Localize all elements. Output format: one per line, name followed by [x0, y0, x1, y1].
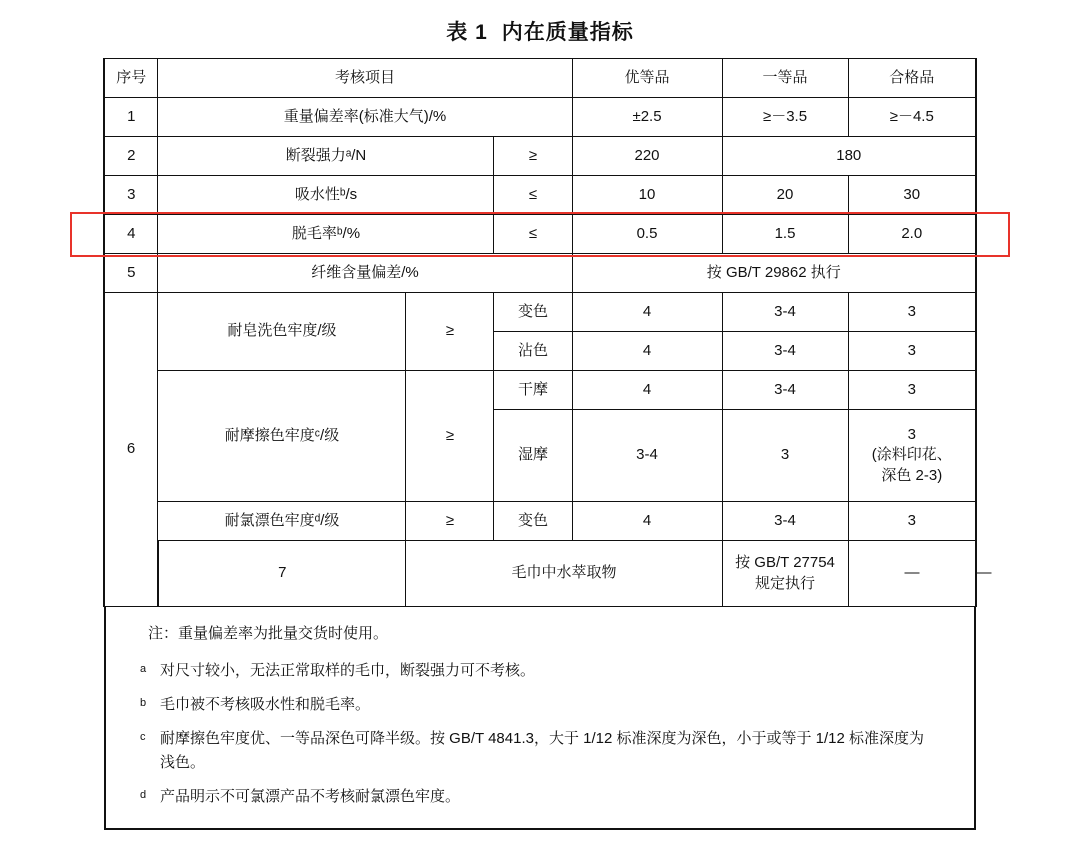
row-value-grade1: 4 [572, 293, 722, 332]
row-value-grade3: 3 [848, 293, 976, 332]
row-value-grade1: 10 [572, 176, 722, 215]
row-no: 1 [104, 98, 158, 137]
row-value-grade3-line2: (涂料印花、 [871, 446, 952, 464]
row-value-grade1-line1: 按 GB/T 27754 [735, 554, 835, 572]
note-mark: d [140, 789, 147, 801]
row-sign: ≤ [494, 215, 572, 254]
row-no: 3 [104, 176, 158, 215]
header-cell-grade3: 合格品 [848, 59, 976, 98]
header-cell-grade1: 优等品 [572, 59, 722, 98]
row-value-grade2: ≥－3.5 [722, 98, 848, 137]
row-subitem: 变色 [494, 293, 572, 332]
row-value-grade3 [848, 410, 976, 502]
row-value-grade3: 2.0 [848, 215, 976, 254]
table-row [104, 254, 976, 293]
row-value-grade3-line3: 深色 2-3) [881, 466, 943, 484]
note-item [106, 688, 974, 722]
row-value-grade1: 4 [572, 502, 722, 541]
note-mark: a [140, 663, 147, 675]
note-text: 毛巾被不考核吸水性和脱毛率。 [160, 696, 371, 713]
row-value-grade2: 20 [722, 176, 848, 215]
row-sign: ≤ [494, 176, 572, 215]
row-item: 断裂强力ᵃ/N [158, 137, 494, 176]
row-subitem: 变色 [494, 502, 572, 541]
table-row [104, 293, 976, 332]
row-item: 耐摩擦色牢度ᶜ/级 [158, 371, 406, 502]
row-value-grade1: ±2.5 [572, 98, 722, 137]
row-no: 5 [104, 254, 158, 293]
table-row [104, 176, 976, 215]
row-value-grade2: 3 [722, 410, 848, 502]
row-value-grade1: 4 [572, 371, 722, 410]
row-value-grade3: 3 [848, 502, 976, 541]
row-no: 7 [158, 541, 406, 607]
row-value-grade1: 3-4 [572, 410, 722, 502]
row-value-grade2: 3-4 [722, 502, 848, 541]
table-notes [104, 607, 976, 830]
row-value-grade3: 3 [848, 371, 976, 410]
row-value-merged: 按 GB/T 29862 执行 [572, 254, 976, 293]
row-subitem: 湿摩 [494, 410, 572, 502]
row-value-grade1 [722, 541, 848, 607]
row-item: 纤维含量偏差/% [158, 254, 572, 293]
header-cell-item: 考核项目 [158, 59, 572, 98]
note-item [106, 654, 974, 688]
row-value-grade3: 30 [848, 176, 976, 215]
row-sign: ≥ [406, 371, 494, 502]
row-subitem: 干摩 [494, 371, 572, 410]
row-value-grade3-line1: 3 [907, 426, 916, 444]
row-value-grade2: 1.5 [722, 215, 848, 254]
row-value-grade2: 3-4 [722, 371, 848, 410]
table-row [104, 137, 976, 176]
note-item [106, 780, 974, 814]
row-subitem: 沾色 [494, 332, 572, 371]
table-row [104, 502, 976, 541]
row-item: 吸水性ᵇ/s [158, 176, 494, 215]
note-text: 对尺寸较小，无法正常取样的毛巾，断裂强力可不考核。 [160, 662, 536, 679]
row-item: 脱毛率ᵇ/% [158, 215, 494, 254]
row-sign: ≥ [406, 293, 494, 371]
row-value-grade1: 4 [572, 332, 722, 371]
row-no: 4 [104, 215, 158, 254]
table-title-text: 内在质量指标 [501, 21, 634, 44]
table-header-row [104, 59, 976, 98]
table-row-highlighted [104, 215, 976, 254]
row-sign: ≥ [494, 137, 572, 176]
row-sign: ≥ [406, 502, 494, 541]
row-no: 6 [104, 293, 158, 607]
note-item [106, 722, 974, 780]
row-value-grade2: 3-4 [722, 332, 848, 371]
row-item: 耐皂洗色牢度/级 [158, 293, 406, 371]
table-row: 7 毛巾中水萃取物 按 GB/T 27754 规定执行 — — [104, 541, 976, 607]
table-row [104, 98, 976, 137]
row-value-grade1: 0.5 [572, 215, 722, 254]
header-cell-grade2: 一等品 [722, 59, 848, 98]
row-value-grade3: 3 [848, 332, 976, 371]
row-value-merged: 180 [722, 137, 976, 176]
note-text: 产品明示不可氯漂产品不考核耐氯漂色牢度。 [160, 788, 461, 805]
note-mark: c [140, 731, 146, 743]
row-value-grade2: — [848, 541, 976, 607]
row-value-grade1-line2: 规定执行 [755, 574, 816, 592]
header-cell-no: 序号 [104, 59, 158, 98]
row-value-grade2: 3-4 [722, 293, 848, 332]
quality-index-table [103, 58, 992, 607]
row-item: 重量偏差率(标准大气)/% [158, 98, 572, 137]
row-item: 耐氯漂色牢度ᵈ/级 [158, 502, 406, 541]
row-value-grade3: ≥－4.5 [848, 98, 976, 137]
row-item: 毛巾中水萃取物 [406, 541, 722, 607]
table-title [0, 0, 1080, 58]
table-title-number: 表 1 [446, 21, 488, 44]
note-main: 注：重量偏差率为批量交货时使用。 [148, 625, 389, 642]
table-row [104, 371, 976, 410]
row-no: 2 [104, 137, 158, 176]
note-text: 耐摩擦色牢度优、一等品深色可降半级。按 GB/T 4841.3，大于 1/12 标准深度为深色，小于或等于 1/12 标准深度为浅色。 [160, 730, 925, 771]
note-mark: b [140, 697, 147, 709]
row-value-grade1: 220 [572, 137, 722, 176]
